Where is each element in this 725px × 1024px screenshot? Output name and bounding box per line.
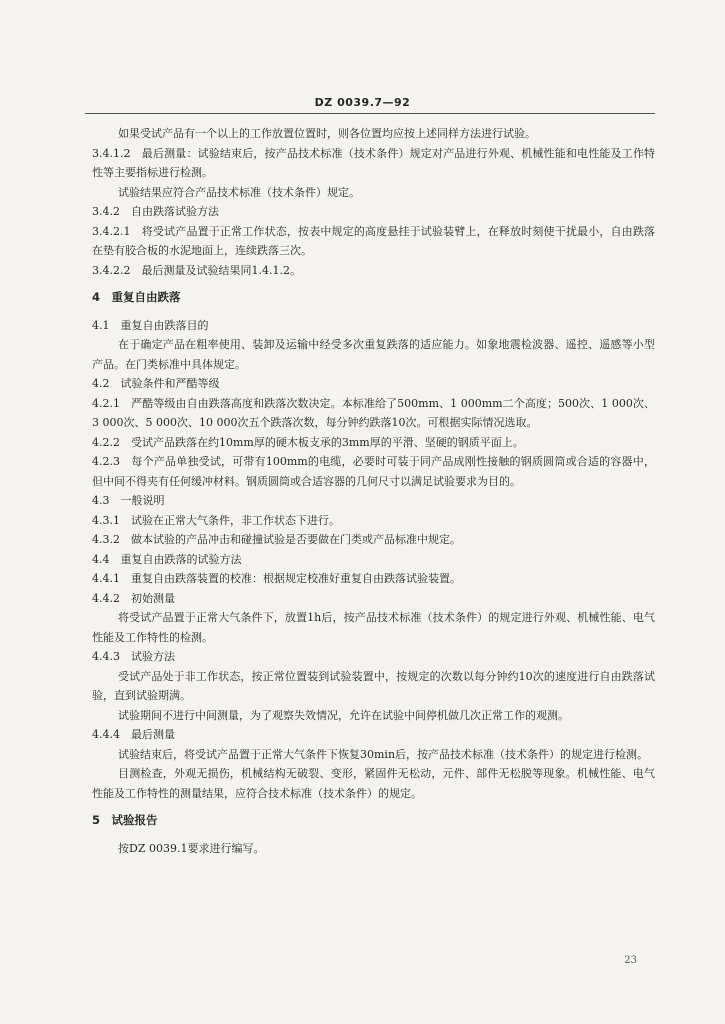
paragraph: 目测检查，外观无损伤，机械结构无破裂、变形，紧固件无松动，元件、部件无松脱等现象。机械性能、电气性能及工作特性的测量结果，应符合技术标准（技术条件）的规定。 [92, 767, 655, 800]
paragraph: 试验期间不进行中间测量，为了观察失效情况，允许在试验中间停机做几次正常工作的观测。 [118, 708, 569, 722]
paragraph: 4.4.1 重复自由跌落装置的校准：根据规定校准好重复自由跌落试验装置。 [92, 572, 461, 585]
document-body [92, 124, 655, 858]
paragraph: 4.3.1 试验在正常大气条件，非工作状态下进行。 [92, 513, 340, 527]
paragraph: 将受试产品置于正常大气条件下，放置1h后，按产品技术标准（技术条件）的规定进行外观、机械性能、电气性能及工作特性的检测。 [92, 611, 655, 644]
paragraph: 受试产品处于非工作状态，按正常位置装到试验装置中，按规定的次数以每分钟约10次的速度进行自由跌落试验，直到试验期满。 [92, 669, 655, 702]
paragraph: 4.2.3 每个产品单独受试，可带有100mm的电缆，必要时可装于同产品成刚性接触的钢质圆筒或合适的容器中，但中间不得夹有任何缓冲材料。钢质圆筒或合适容器的几何尺寸以满足试验要求为目的。 [92, 455, 655, 488]
paragraph: 3.4.2 自由跌落试验方法 [92, 205, 219, 218]
paragraph: 4.4.4 最后测量 [92, 728, 175, 741]
paragraph: 4.1 重复自由跌落目的 [92, 318, 209, 332]
paragraph: 4.4.2 初始测量 [92, 591, 175, 605]
paragraph: 4.3.2 做本试验的产品冲击和碰撞试验是否要做在门类或产品标准中规定。 [92, 533, 461, 546]
page-number: 23 [624, 955, 637, 966]
paragraph: 试验结果应符合产品技术标准（技术条件）规定。 [118, 185, 360, 199]
paragraph: 3.4.2.2 最后测量及试验结果同1.4.1.2。 [92, 263, 301, 277]
paragraph: 4.2.1 严酷等级由自由跌落高度和跌落次数决定。本标准给了500mm、1 000mm二个高度；500次、1 000次、3 000次、5 000次、10 000次五个跌落次数，每分钟约跌落10次。可根据实际情况选取。 [92, 396, 655, 429]
section-heading: 4 重复自由跌落 [92, 290, 181, 304]
paragraph: 3.4.1.2 最后测量：试验结束后，按产品技术标准（技术条件）规定对产品进行外观、机械性能和电性能及工作特性等主要指标进行检测。 [92, 146, 655, 179]
header-rule [85, 113, 655, 114]
paragraph: 按DZ 0039.1要求进行编写。 [118, 841, 265, 855]
section-heading: 5 试验报告 [92, 813, 158, 827]
paragraph: 4.2 试验条件和严酷等级 [92, 377, 220, 390]
standard-header: DZ 0039.7—92 [314, 96, 411, 109]
paragraph: 4.2.2 受试产品跌落在约10mm厚的硬木板支承的3mm厚的平滑、坚硬的钢质平面上。 [92, 435, 524, 449]
paragraph: 4.4 重复自由跌落的试验方法 [92, 552, 242, 566]
paragraph: 如果受试产品有一个以上的工作放置位置时，则各位置均应按上述同样方法进行试验。 [118, 127, 536, 140]
paragraph: 试验结束后，将受试产品置于正常大气条件下恢复30min后，按产品技术标准（技术条件）的规定进行检测。 [118, 747, 649, 761]
paragraph: 在于确定产品在粗率使用、装卸及运输中经受多次重复跌落的适应能力。如象地震检波器、遥控、遥感等小型产品。在门类标准中具体规定。 [92, 338, 655, 371]
paragraph: 4.4.3 试验方法 [92, 650, 175, 663]
paragraph: 4.3 一般说明 [92, 494, 165, 507]
paragraph: 3.4.2.1 将受试产品置于正常工作状态，按表中规定的高度悬挂于试验装臂上，在释放时刻使干扰最小，自由跌落在垫有胶合板的水泥地面上，连续跌落三次。 [92, 224, 655, 257]
